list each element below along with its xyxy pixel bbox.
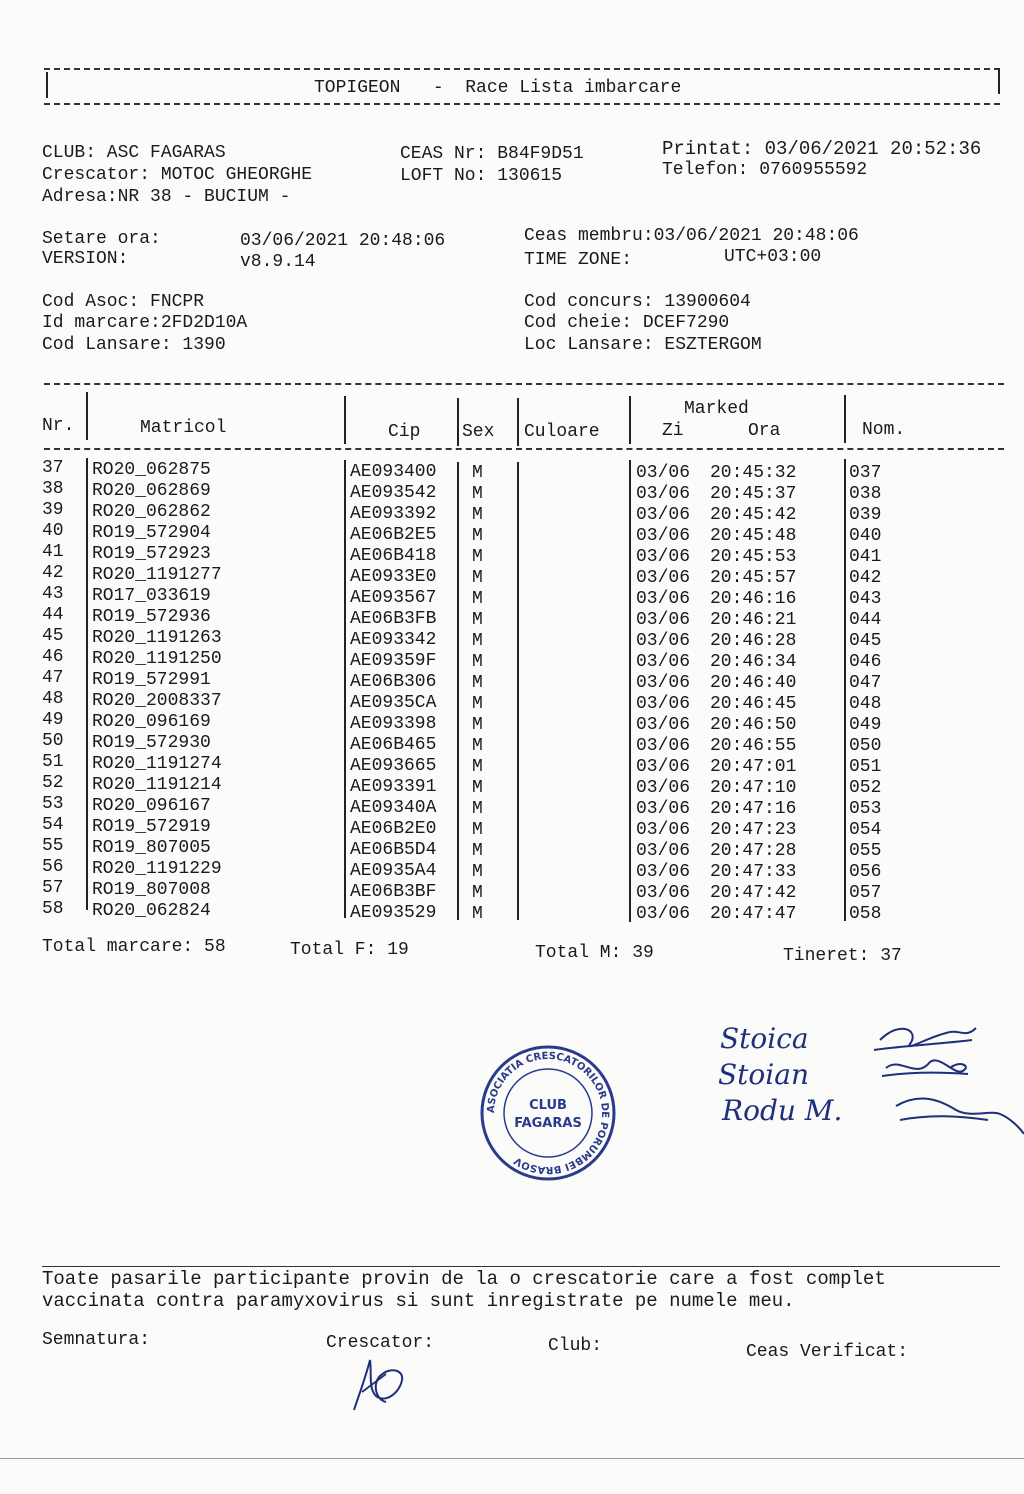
row-nom: 048 [849, 694, 882, 715]
header-sep [844, 395, 846, 443]
table-row [0, 521, 1024, 547]
id-marcare: Id marcare:2FD2D10A [42, 313, 248, 333]
total-m: Total M: 39 [535, 943, 654, 963]
cod-asoc: Cod Asoc: FNCPR [42, 292, 205, 312]
cod-cheie: Cod cheie: DCEF7290 [524, 313, 730, 333]
row-zi: 03/06 [636, 694, 691, 715]
version-label: VERSION: [42, 249, 129, 269]
title-box-left [46, 72, 48, 98]
title-box-bottom [44, 103, 1000, 105]
row-cip: AE06B306 [350, 672, 437, 693]
table-row [0, 647, 1024, 673]
statement-line-2: vaccinata contra paramyxovirus si sunt inregistrate pe numele meu. [42, 1290, 795, 1312]
row-ora: 20:45:48 [710, 526, 797, 547]
row-sex: M [472, 589, 483, 610]
row-ora: 20:45:42 [710, 505, 797, 526]
row-ora: 20:45:37 [710, 484, 797, 505]
row-sex: M [472, 610, 483, 631]
printat: Printat: 03/06/2021 20:52:36 [662, 138, 982, 160]
col-sex-header: Sex [462, 422, 495, 442]
row-nr: 38 [42, 479, 64, 500]
row-ora: 20:47:47 [710, 904, 797, 925]
row-nom: 042 [849, 568, 882, 589]
row-nr: 58 [42, 899, 64, 920]
row-matricol: RO20_062824 [92, 901, 211, 922]
row-sex: M [472, 463, 483, 483]
row-nr: 56 [42, 857, 64, 878]
row-matricol: RO20_062869 [92, 481, 211, 502]
row-nr: 45 [42, 626, 64, 647]
statement-line-1: Toate pasarile participante provin de la o crescatorie care a fost complet [42, 1268, 886, 1290]
semnatura-label: Semnatura: [42, 1330, 151, 1350]
row-sex: M [472, 631, 483, 652]
row-nom: 044 [849, 610, 882, 631]
row-zi: 03/06 [636, 757, 691, 778]
col-ora-header: Ora [748, 421, 781, 441]
row-matricol: RO20_1191274 [92, 754, 222, 775]
row-matricol: RO19_807005 [92, 838, 211, 859]
title-box-top [44, 68, 1000, 70]
row-nom: 058 [849, 904, 882, 925]
row-nom: 040 [849, 526, 882, 547]
row-matricol: RO19_572930 [92, 733, 211, 754]
handwritten-name-3: Rodu M. [722, 1094, 843, 1127]
page-title: TOPIGEON - Race Lista imbarcare [314, 78, 682, 98]
row-cip: AE06B418 [350, 546, 437, 567]
handwritten-name-2: Stoian [718, 1058, 809, 1091]
row-nr: 42 [42, 563, 64, 584]
row-ora: 20:45:53 [710, 547, 797, 568]
table-row [0, 584, 1024, 610]
row-ora: 20:46:21 [710, 610, 797, 631]
table-row [0, 836, 1024, 862]
row-zi: 03/06 [636, 673, 691, 694]
row-ora: 20:47:28 [710, 841, 797, 862]
row-matricol: RO20_096169 [92, 712, 211, 733]
row-cip: AE06B3FB [350, 609, 437, 630]
table-row [0, 458, 1024, 483]
row-ora: 20:47:01 [710, 757, 797, 778]
row-cip: AE093398 [350, 714, 437, 735]
adresa-line: Adresa:NR 38 - BUCIUM - [42, 187, 291, 207]
row-nr: 37 [42, 458, 64, 478]
row-sex: M [472, 505, 483, 526]
row-cip: AE06B465 [350, 735, 437, 756]
row-zi: 03/06 [636, 862, 691, 883]
row-zi: 03/06 [636, 484, 691, 505]
footer-rule [42, 1266, 1000, 1267]
row-matricol: RO17_033619 [92, 586, 211, 607]
row-nom: 054 [849, 820, 882, 841]
row-matricol: RO20_1191229 [92, 859, 222, 880]
page-edge-rule [0, 1458, 1024, 1459]
row-sex: M [472, 694, 483, 715]
row-zi: 03/06 [636, 820, 691, 841]
col-culoare-header: Culoare [524, 422, 600, 442]
row-cip: AE0935A4 [350, 861, 437, 882]
row-ora: 20:46:50 [710, 715, 797, 736]
table-row [0, 626, 1024, 652]
table-row [0, 479, 1024, 505]
setare-value: 03/06/2021 20:48:06 [240, 231, 446, 251]
row-cip: AE09359F [350, 651, 437, 672]
row-ora: 20:45:57 [710, 568, 797, 589]
row-matricol: RO19_572904 [92, 523, 211, 544]
loc-lansare: Loc Lansare: ESZTERGOM [524, 335, 762, 355]
row-cip: AE06B2E0 [350, 819, 437, 840]
row-nr: 39 [42, 500, 64, 521]
row-nr: 54 [42, 815, 64, 836]
row-nr: 49 [42, 710, 64, 731]
row-nr: 47 [42, 668, 64, 689]
col-matricol-header: Matricol [140, 418, 227, 438]
row-nom: 055 [849, 841, 882, 862]
stamp-outer-text: ASOCIATIA CRESCATORILOR DE PORUMBEI BRASOV [485, 1050, 611, 1176]
row-zi: 03/06 [636, 589, 691, 610]
row-cip: AE06B5D4 [350, 840, 437, 861]
row-nom: 053 [849, 799, 882, 820]
row-zi: 03/06 [636, 568, 691, 589]
row-nr: 40 [42, 521, 64, 542]
row-cip: AE093342 [350, 630, 437, 651]
row-cip: AE093529 [350, 903, 437, 924]
title-box-right [998, 68, 1000, 94]
row-nr: 51 [42, 752, 64, 773]
telefon: Telefon: 0760955592 [662, 160, 868, 180]
table-row [0, 752, 1024, 778]
row-nr: 55 [42, 836, 64, 857]
row-sex: M [472, 736, 483, 757]
row-ora: 20:46:55 [710, 736, 797, 757]
ceas-membru: Ceas membru:03/06/2021 20:48:06 [524, 226, 859, 246]
row-cip: AE093391 [350, 777, 437, 798]
row-cip: AE06B3BF [350, 882, 437, 903]
row-zi: 03/06 [636, 736, 691, 757]
table-row [0, 542, 1024, 568]
row-zi: 03/06 [636, 652, 691, 673]
cod-lansare: Cod Lansare: 1390 [42, 335, 226, 355]
row-cip: AE093392 [350, 504, 437, 525]
row-nom: 043 [849, 589, 882, 610]
table-row [0, 773, 1024, 799]
row-matricol: RO20_2008337 [92, 691, 222, 712]
club-line: CLUB: ASC FAGARAS [42, 143, 226, 163]
row-ora: 20:47:42 [710, 883, 797, 904]
table-row [0, 605, 1024, 631]
row-cip: AE093665 [350, 756, 437, 777]
row-nom: 045 [849, 631, 882, 652]
row-zi: 03/06 [636, 631, 691, 652]
row-matricol: RO19_572936 [92, 607, 211, 628]
row-matricol: RO20_1191214 [92, 775, 222, 796]
row-sex: M [472, 484, 483, 505]
tineret: Tineret: 37 [783, 946, 902, 966]
table-row [0, 563, 1024, 589]
row-matricol: RO19_807008 [92, 880, 211, 901]
club-stamp [478, 1043, 618, 1183]
row-nom: 050 [849, 736, 882, 757]
row-nr: 50 [42, 731, 64, 752]
row-sex: M [472, 715, 483, 736]
row-cip: AE09340A [350, 798, 437, 819]
row-nr: 57 [42, 878, 64, 899]
time-zone-value: UTC+03:00 [724, 247, 822, 267]
row-ora: 20:46:16 [710, 589, 797, 610]
row-ora: 20:46:40 [710, 673, 797, 694]
loft-no: LOFT No: 130615 [400, 166, 563, 186]
row-nr: 44 [42, 605, 64, 626]
row-zi: 03/06 [636, 841, 691, 862]
table-row [0, 878, 1024, 904]
row-zi: 03/06 [636, 505, 691, 526]
header-sep [457, 398, 459, 446]
row-sex: M [472, 904, 483, 925]
row-matricol: RO20_062875 [92, 460, 211, 480]
row-nr: 41 [42, 542, 64, 563]
row-nr: 48 [42, 689, 64, 710]
row-zi: 03/06 [636, 778, 691, 799]
ceas-nr: CEAS Nr: B84F9D51 [400, 144, 584, 164]
row-sex: M [472, 568, 483, 589]
row-nom: 047 [849, 673, 882, 694]
table-row [0, 500, 1024, 526]
row-sex: M [472, 799, 483, 820]
row-matricol: RO20_1191277 [92, 565, 222, 586]
row-zi: 03/06 [636, 715, 691, 736]
table-row [0, 731, 1024, 757]
row-nom: 039 [849, 505, 882, 526]
row-zi: 03/06 [636, 610, 691, 631]
header-sep [517, 398, 519, 446]
row-zi: 03/06 [636, 904, 691, 925]
crescator-signature-label: Crescator: [326, 1333, 435, 1353]
row-nom: 046 [849, 652, 882, 673]
row-zi: 03/06 [636, 526, 691, 547]
row-matricol: RO19_572991 [92, 670, 211, 691]
signature-scribbles [860, 1010, 1024, 1140]
row-cip: AE093400 [350, 462, 437, 482]
row-sex: M [472, 757, 483, 778]
row-zi: 03/06 [636, 547, 691, 568]
row-cip: AE06B2E5 [350, 525, 437, 546]
stamp-center-line1: CLUB [529, 1098, 567, 1113]
header-sep [86, 392, 88, 440]
row-zi: 03/06 [636, 463, 691, 483]
version-value: v8.9.14 [240, 252, 316, 272]
row-sex: M [472, 547, 483, 568]
row-sex: M [472, 673, 483, 694]
ceas-verificat-label: Ceas Verificat: [746, 1342, 909, 1362]
row-ora: 20:46:45 [710, 694, 797, 715]
row-sex: M [472, 820, 483, 841]
row-ora: 20:47:33 [710, 862, 797, 883]
row-nr: 52 [42, 773, 64, 794]
row-ora: 20:47:23 [710, 820, 797, 841]
table-row [0, 668, 1024, 694]
row-matricol: RO20_062862 [92, 502, 211, 523]
row-nom: 041 [849, 547, 882, 568]
row-nom: 051 [849, 757, 882, 778]
total-f: Total F: 19 [290, 940, 409, 960]
table-row [0, 689, 1024, 715]
table-row [0, 794, 1024, 820]
row-nom: 052 [849, 778, 882, 799]
row-nr: 53 [42, 794, 64, 815]
row-nr: 43 [42, 584, 64, 605]
setare-label: Setare ora: [42, 229, 161, 249]
crescator-signature [346, 1352, 416, 1414]
row-cip: AE0933E0 [350, 567, 437, 588]
row-matricol: RO20_096167 [92, 796, 211, 817]
col-nr-header: Nr. [42, 416, 75, 436]
row-cip: AE093542 [350, 483, 437, 504]
row-ora: 20:47:10 [710, 778, 797, 799]
header-sep [629, 396, 631, 444]
row-sex: M [472, 652, 483, 673]
cod-concurs: Cod concurs: 13900604 [524, 292, 751, 312]
row-matricol: RO19_572919 [92, 817, 211, 838]
total-marcare: Total marcare: 58 [42, 937, 226, 957]
row-ora: 20:47:16 [710, 799, 797, 820]
table-header-rule [44, 448, 1004, 450]
row-zi: 03/06 [636, 799, 691, 820]
row-nom: 037 [849, 463, 882, 483]
table-row [0, 710, 1024, 736]
row-matricol: RO20_1191263 [92, 628, 222, 649]
table-row [0, 899, 1024, 925]
row-nom: 056 [849, 862, 882, 883]
col-zi-header: Zi [662, 421, 684, 441]
row-cip: AE0935CA [350, 693, 437, 714]
table-row [0, 857, 1024, 883]
row-matricol: RO19_572923 [92, 544, 211, 565]
row-cip: AE093567 [350, 588, 437, 609]
row-ora: 20:46:28 [710, 631, 797, 652]
row-ora: 20:46:34 [710, 652, 797, 673]
row-ora: 20:45:32 [710, 463, 797, 483]
row-sex: M [472, 841, 483, 862]
table-top-rule [44, 383, 1004, 385]
row-sex: M [472, 883, 483, 904]
row-nom: 049 [849, 715, 882, 736]
row-nom: 057 [849, 883, 882, 904]
table-row [0, 815, 1024, 841]
header-sep [344, 396, 346, 444]
row-zi: 03/06 [636, 883, 691, 904]
crescator-line: Crescator: MOTOC GHEORGHE [42, 165, 313, 185]
stamp-center-line2: FAGARAS [514, 1116, 582, 1131]
row-nom: 038 [849, 484, 882, 505]
col-marked-header: Marked [684, 399, 749, 419]
row-nr: 46 [42, 647, 64, 668]
row-sex: M [472, 862, 483, 883]
club-signature-label: Club: [548, 1336, 603, 1356]
col-nom-header: Nom. [862, 420, 906, 440]
row-sex: M [472, 778, 483, 799]
time-zone-label: TIME ZONE: [524, 250, 633, 270]
handwritten-name-1: Stoica [720, 1022, 809, 1055]
row-matricol: RO20_1191250 [92, 649, 222, 670]
col-cip-header: Cip [388, 422, 421, 442]
row-sex: M [472, 526, 483, 547]
